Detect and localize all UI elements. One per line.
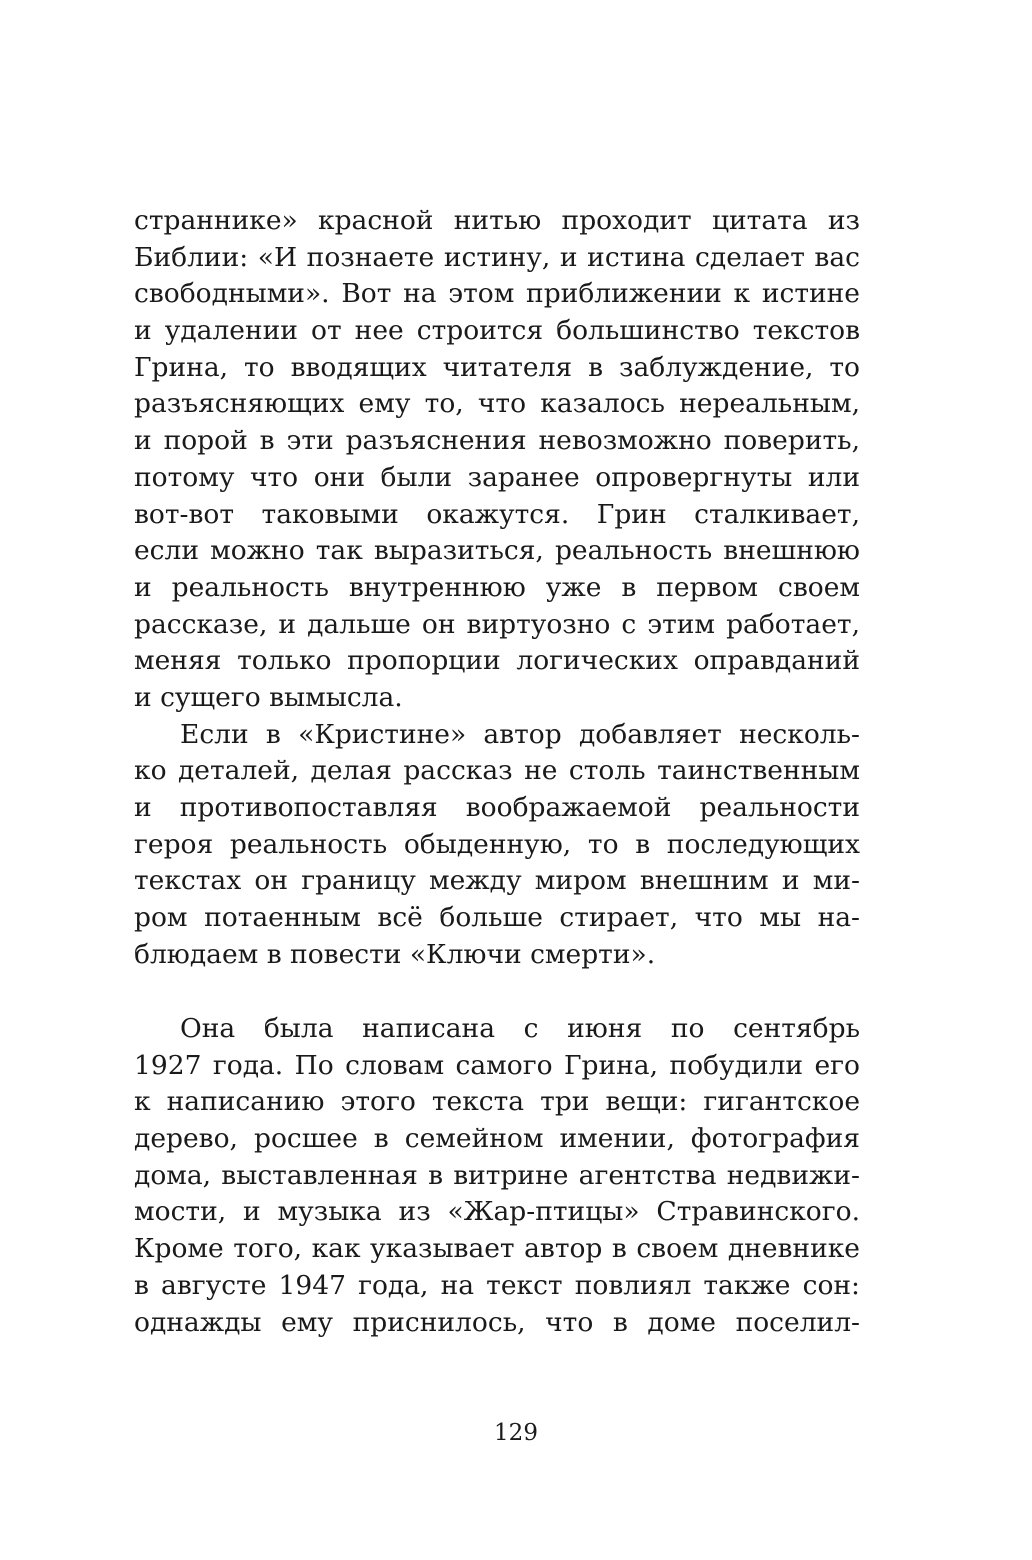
text-line: рассказе, и дальше он виртуозно с этим работает,: [134, 608, 860, 640]
text-line: разъясняющих ему то, что казалось нереальным,: [134, 388, 860, 420]
page-number: 129: [494, 1420, 538, 1446]
text-line: 1927 года. По словам самого Грина, побудили его: [134, 1049, 860, 1081]
text-line: дерево, росшее в семейном имении, фотография: [134, 1123, 860, 1155]
text-line: и порой в эти разъяснения невозможно поверить,: [134, 425, 860, 457]
text-line: к написанию этого текста три вещи: гигантское: [134, 1086, 860, 1118]
text-line: блюдаем в повести «Ключи смерти».: [134, 938, 656, 970]
text-line: в августе 1947 года, на текст повлиял также сон:: [134, 1269, 860, 1301]
text-line: героя реальность обыденную, то в последующих: [134, 828, 860, 860]
text-line: и противопоставляя воображаемой реальности: [134, 792, 860, 823]
text-line: вот-вот таковыми окажутся. Грин сталкивает,: [134, 498, 860, 530]
text-line: Грина, то вводящих читателя в заблуждение, то: [134, 351, 860, 383]
text-line: и реальность внутреннюю уже в первом своем: [134, 571, 860, 603]
text-line: Кроме того, как указывает автор в своем дневнике: [134, 1233, 860, 1265]
text-line: мости, и музыка из «Жар-птицы» Стравинского.: [134, 1196, 860, 1228]
text-line: текстах он границу между миром внешним и ми-: [134, 865, 860, 897]
paragraph-first-line: Если в «Кристине» автор добавляет несколь-: [180, 718, 860, 750]
text-line: и сущего вымысла.: [134, 681, 403, 713]
text-line: Библии: «И познаете истину, и истина сделает вас: [134, 241, 860, 273]
text-line: меняя только пропорции логических оправданий: [134, 645, 860, 677]
text-line: дома, выставленная в витрине агентства недвижи-: [134, 1159, 860, 1191]
text-line: страннике» красной нитью проходит цитата из: [134, 205, 860, 236]
text-line: если можно так выразиться, реальность внешнюю: [134, 535, 860, 567]
text-line: ром потаенным всё больше стирает, что мы на-: [134, 902, 860, 934]
text-line: потому что они были заранее опровергнуты или: [134, 461, 860, 493]
text-line: ко деталей, делая рассказ не столь таинственным: [134, 755, 860, 787]
text-line: свободными». Вот на этом приближении к истине: [134, 278, 860, 310]
paragraph-first-line: Она была написана с июня по сентябрь: [180, 1013, 860, 1044]
text-block-lower: [134, 1011, 860, 1341]
text-block-upper: [134, 203, 860, 973]
text-line: и удалении от нее строится большинство текстов: [134, 315, 860, 347]
text-line: однажды ему приснилось, что в доме поселил-: [134, 1306, 860, 1338]
